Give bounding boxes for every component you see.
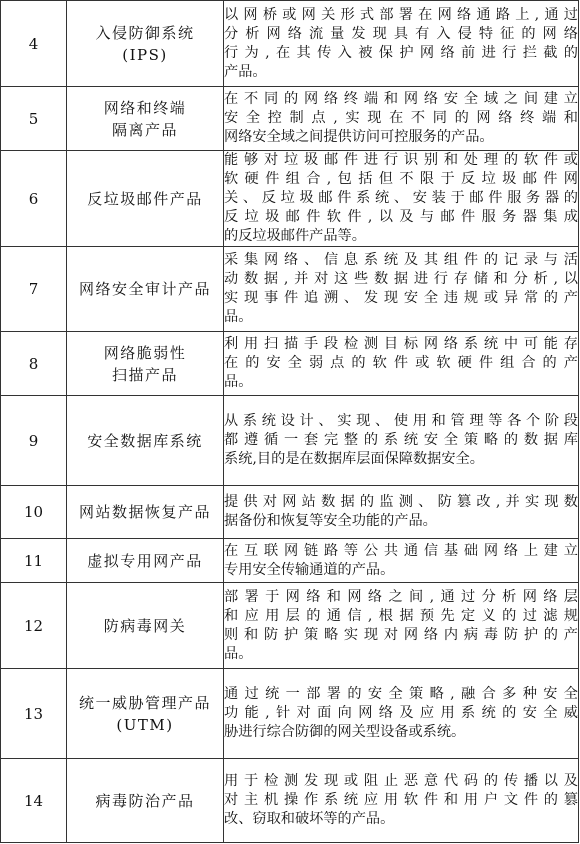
product-name-cell	[67, 759, 224, 843]
product-name-cell	[67, 539, 224, 583]
product-name-line: 网络脆弱性	[103, 343, 187, 362]
product-name-cell	[67, 669, 224, 759]
product-description-line: 的反垃圾邮件产品等。	[224, 228, 366, 244]
table-row	[1, 669, 579, 759]
product-name-line: 病毒防治产品	[95, 791, 195, 810]
product-description-cell	[224, 539, 579, 583]
product-name-line: (IPS)	[122, 45, 168, 64]
product-description-line: 胁进行综合防御的网关型设备或系统。	[224, 724, 466, 740]
table-row	[1, 759, 579, 843]
product-description-cell	[224, 396, 579, 486]
product-description-line: 功能,针对面向网络及应用系统的安全威	[224, 705, 578, 721]
row-number: 7	[1, 247, 67, 332]
row-number: 6	[1, 151, 67, 247]
table-row	[1, 1, 579, 87]
product-name-line: 网站数据恢复产品	[78, 503, 211, 521]
product-description-line: 在互联网链路等公共通信基础网络上建立	[224, 542, 578, 559]
product-description-line: 以网桥或网关形式部署在网络通路上,通过	[224, 6, 578, 23]
product-name-cell	[67, 332, 224, 396]
product-description-cell	[224, 486, 579, 539]
row-number: 4	[1, 1, 67, 87]
product-name-cell	[67, 247, 224, 332]
product-description-line: 利用扫描手段检测目标网络系统中可能存	[224, 336, 578, 352]
product-description-cell	[224, 247, 579, 332]
table-row	[1, 151, 579, 247]
product-description-line: 品。	[224, 374, 253, 390]
row-number: 11	[1, 539, 67, 583]
product-name-line: 虚拟专用网产品	[87, 551, 203, 570]
product-name-line: 安全数据库系统	[87, 431, 203, 450]
product-description-line: 动数据,并对这些数据进行存储和分析,以	[224, 271, 578, 287]
product-description-line: 行为,在其传入被保护网络前进行拦截的	[224, 44, 578, 61]
product-description-line: 则和防护策略实现对网络内病毒防护的产	[224, 626, 578, 643]
product-description-cell	[224, 583, 579, 669]
product-description-line: 品。	[224, 309, 253, 325]
product-description-line: 产品。	[224, 63, 267, 80]
product-name-line: 网络安全审计产品	[78, 280, 211, 298]
product-description-line: 都遵循一套完整的系统安全策略的数据库	[224, 432, 578, 448]
product-description-cell	[224, 1, 579, 87]
product-name-cell	[67, 151, 224, 247]
product-name-line: 防病毒网关	[103, 616, 187, 635]
product-description-line: 部署于网络和网络之间,通过分析网络层	[224, 588, 578, 605]
product-description-line: 在不同的网络终端和网络安全域之间建立	[224, 91, 578, 107]
table-row	[1, 486, 579, 539]
table-row	[1, 583, 579, 669]
product-description-line: 改、窃取和破坏等的产品。	[224, 811, 395, 827]
product-name-line: (UTM)	[116, 715, 174, 734]
product-description-line: 分析网络流量发现具有入侵特征的网络	[224, 25, 578, 42]
product-description-line: 能够对垃圾邮件进行识别和处理的软件或	[224, 152, 578, 168]
table-row	[1, 539, 579, 583]
row-number: 8	[1, 332, 67, 396]
row-number: 13	[1, 669, 67, 759]
row-number: 14	[1, 759, 67, 843]
table-row	[1, 396, 579, 486]
product-description-line: 从系统设计、实现、使用和管理等各个阶段	[224, 413, 578, 429]
product-description-line: 据备份和恢复等安全功能的产品。	[224, 513, 437, 529]
product-description-cell	[224, 332, 579, 396]
row-number: 12	[1, 583, 67, 669]
product-description-line: 系统,目的是在数据库层面保障数据安全。	[224, 451, 484, 467]
product-description-line: 实现事件追溯、发现安全违规或异常的产	[224, 290, 578, 306]
product-name-line: 入侵防御系统	[95, 23, 195, 42]
table-row	[1, 87, 579, 151]
product-description-line: 在的安全弱点的软件或软硬件组合的产	[224, 355, 578, 371]
product-name-cell	[67, 583, 224, 669]
table-row	[1, 247, 579, 332]
product-description-line: 反垃圾邮件软件,以及与邮件服务器集成	[224, 209, 578, 225]
product-description-cell	[224, 87, 579, 151]
row-number: 5	[1, 87, 67, 151]
product-description-cell	[224, 151, 579, 247]
table-row	[1, 332, 579, 396]
product-description-line: 软硬件组合,包括但不限于反垃圾邮件网	[224, 171, 578, 187]
product-name-cell	[67, 1, 224, 87]
product-name-line: 反垃圾邮件产品	[87, 189, 203, 208]
product-name-line: 扫描产品	[111, 365, 178, 384]
row-number: 9	[1, 396, 67, 486]
product-description-line: 网络安全域之间提供访问可控服务的产品。	[224, 129, 494, 145]
product-description-line: 用于检测发现或阻止恶意代码的传播以及	[224, 773, 578, 789]
product-description-line: 通过统一部署的安全策略,融合多种安全	[224, 686, 578, 702]
product-description-line: 品。	[224, 645, 253, 662]
product-description-line: 和应用层的通信,根据预先定义的过滤规	[224, 607, 578, 624]
product-name-cell	[67, 396, 224, 486]
product-description-line: 提供对网站数据的监测、防篡改,并实现数	[224, 494, 578, 510]
product-name-line: 统一威胁管理产品	[78, 693, 211, 712]
product-name-line: 隔离产品	[111, 120, 178, 139]
product-description-cell	[224, 759, 579, 843]
product-name-cell	[67, 486, 224, 539]
row-number: 10	[1, 486, 67, 539]
product-description-line: 专用安全传输通道的产品。	[224, 561, 395, 578]
product-name-line: 网络和终端	[103, 98, 187, 117]
product-description-cell	[224, 669, 579, 759]
product-description-line: 安全控制点,实现在不同的网络终端和	[224, 110, 578, 126]
product-table-body	[1, 1, 579, 843]
product-name-cell	[67, 87, 224, 151]
product-description-line: 关、反垃圾邮件系统、安装于邮件服务器的	[224, 190, 578, 206]
product-description-line: 对主机操作系统应用软件和用户文件的篡	[224, 792, 578, 808]
product-description-line: 采集网络、信息系统及其组件的记录与活	[224, 252, 578, 268]
